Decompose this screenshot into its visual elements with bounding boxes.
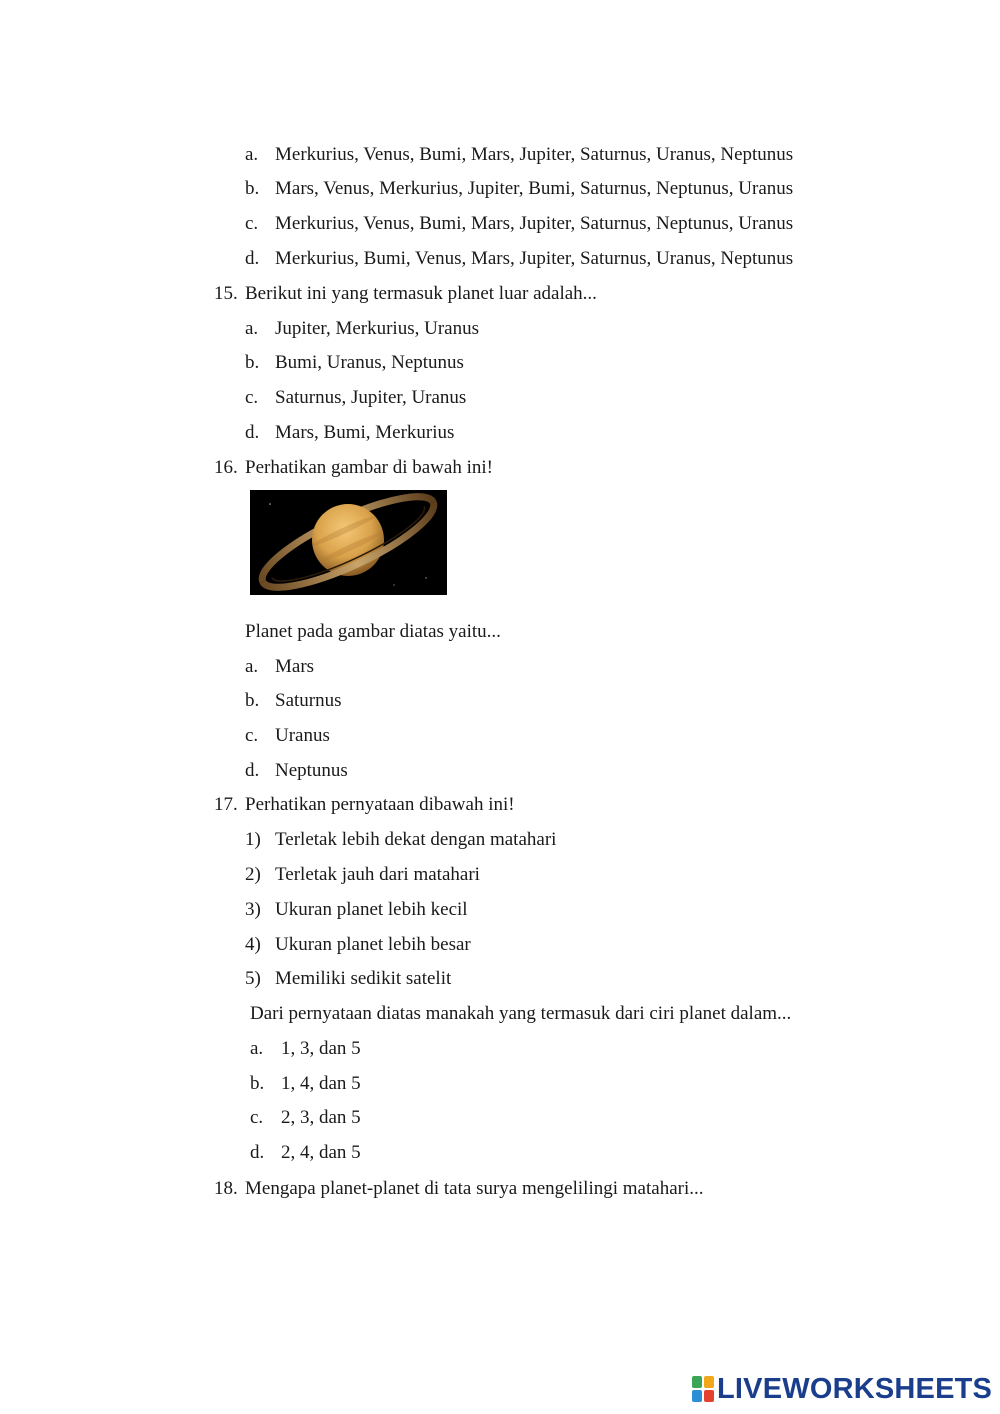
option-15-a[interactable]: [245, 317, 479, 341]
question-number: 18.: [214, 1178, 238, 1199]
option-16-b[interactable]: [245, 689, 342, 713]
option-14-a[interactable]: [245, 143, 793, 167]
statement-4: [245, 933, 471, 957]
option-17-c[interactable]: [250, 1106, 361, 1130]
liveworksheets-logo[interactable]: [692, 1372, 992, 1406]
option-text: Merkurius, Venus, Bumi, Mars, Jupiter, Saturnus, Neptunus, Uranus: [275, 213, 794, 234]
statement-text: Terletak lebih dekat dengan matahari: [275, 829, 557, 850]
option-text: Neptunus: [275, 760, 348, 781]
option-text: Merkurius, Venus, Bumi, Mars, Jupiter, Saturnus, Uranus, Neptunus: [275, 144, 794, 165]
question-number: 17.: [214, 794, 238, 815]
brand-name: LIVEWORKSHEETS: [717, 1372, 993, 1405]
option-text: Saturnus: [275, 690, 342, 711]
option-14-c[interactable]: [245, 212, 793, 236]
option-17-b[interactable]: [250, 1072, 361, 1096]
question-15: [214, 282, 597, 306]
question-16: [214, 456, 493, 480]
option-marker: b.: [245, 690, 260, 711]
question-number: 16.: [214, 457, 238, 478]
option-text: Mars, Venus, Merkurius, Jupiter, Bumi, Saturnus, Neptunus, Uranus: [275, 178, 794, 199]
option-text: 2, 4, dan 5: [281, 1142, 361, 1163]
option-marker: d.: [245, 760, 260, 781]
option-16-d[interactable]: [245, 759, 348, 783]
option-text: Bumi, Uranus, Neptunus: [275, 352, 464, 373]
statement-text: Terletak jauh dari matahari: [275, 864, 480, 885]
option-15-c[interactable]: [245, 386, 466, 410]
option-marker: c.: [245, 213, 259, 234]
option-15-d[interactable]: [245, 421, 454, 445]
statement-text: Ukuran planet lebih kecil: [275, 899, 468, 920]
statement-marker: 2): [245, 864, 261, 885]
option-marker: a.: [250, 1038, 264, 1059]
option-marker: b.: [245, 352, 260, 373]
option-17-d[interactable]: [250, 1141, 361, 1165]
question-17: [214, 793, 515, 817]
question-text: Mengapa planet-planet di tata surya mengelilingi matahari...: [245, 1178, 704, 1199]
question-text: Berikut ini yang termasuk planet luar adalah...: [245, 283, 597, 304]
question-text: Perhatikan pernyataan dibawah ini!: [245, 794, 515, 815]
question-text: Perhatikan gambar di bawah ini!: [245, 457, 493, 478]
statement-marker: 1): [245, 829, 261, 850]
option-marker: c.: [245, 725, 259, 746]
option-17-a[interactable]: [250, 1037, 361, 1061]
option-14-b[interactable]: [245, 177, 793, 201]
option-marker: a.: [245, 656, 259, 677]
option-marker: b.: [250, 1073, 265, 1094]
logo-mark-icon: [692, 1376, 714, 1402]
question-number: 15.: [214, 283, 238, 304]
saturn-image: [250, 490, 447, 595]
question-18: [214, 1177, 703, 1201]
option-text: Jupiter, Merkurius, Uranus: [275, 318, 479, 339]
option-text: Uranus: [275, 725, 330, 746]
option-marker: d.: [245, 248, 260, 269]
option-marker: d.: [245, 422, 260, 443]
option-text: 2, 3, dan 5: [281, 1107, 361, 1128]
option-text: Saturnus, Jupiter, Uranus: [275, 387, 467, 408]
statement-2: [245, 863, 480, 887]
statement-text: Memiliki sedikit satelit: [275, 968, 452, 989]
option-14-d[interactable]: [245, 247, 793, 271]
question-17-prompt: Dari pernyataan diatas manakah yang termasuk dari ciri planet dalam...: [250, 1003, 792, 1024]
option-marker: c.: [245, 387, 259, 408]
option-marker: a.: [245, 318, 259, 339]
option-text: 1, 3, dan 5: [281, 1038, 361, 1059]
option-16-c[interactable]: [245, 724, 330, 748]
statement-5: [245, 967, 451, 991]
option-text: 1, 4, dan 5: [281, 1073, 361, 1094]
question-16-prompt: Planet pada gambar diatas yaitu...: [245, 621, 501, 642]
statement-3: [245, 898, 468, 922]
option-text: Mars, Bumi, Merkurius: [275, 422, 455, 443]
statement-text: Ukuran planet lebih besar: [275, 934, 471, 955]
option-marker: d.: [250, 1142, 265, 1163]
statement-marker: 5): [245, 968, 261, 989]
option-marker: a.: [245, 144, 259, 165]
option-marker: b.: [245, 178, 260, 199]
statement-marker: 4): [245, 934, 261, 955]
option-15-b[interactable]: [245, 351, 464, 375]
statement-1: [245, 828, 556, 852]
statement-marker: 3): [245, 899, 261, 920]
option-text: Merkurius, Bumi, Venus, Mars, Jupiter, Saturnus, Uranus, Neptunus: [275, 248, 794, 269]
option-text: Mars: [275, 656, 315, 677]
saturn-illustration: [250, 490, 447, 595]
option-marker: c.: [250, 1107, 264, 1128]
option-16-a[interactable]: [245, 655, 314, 679]
